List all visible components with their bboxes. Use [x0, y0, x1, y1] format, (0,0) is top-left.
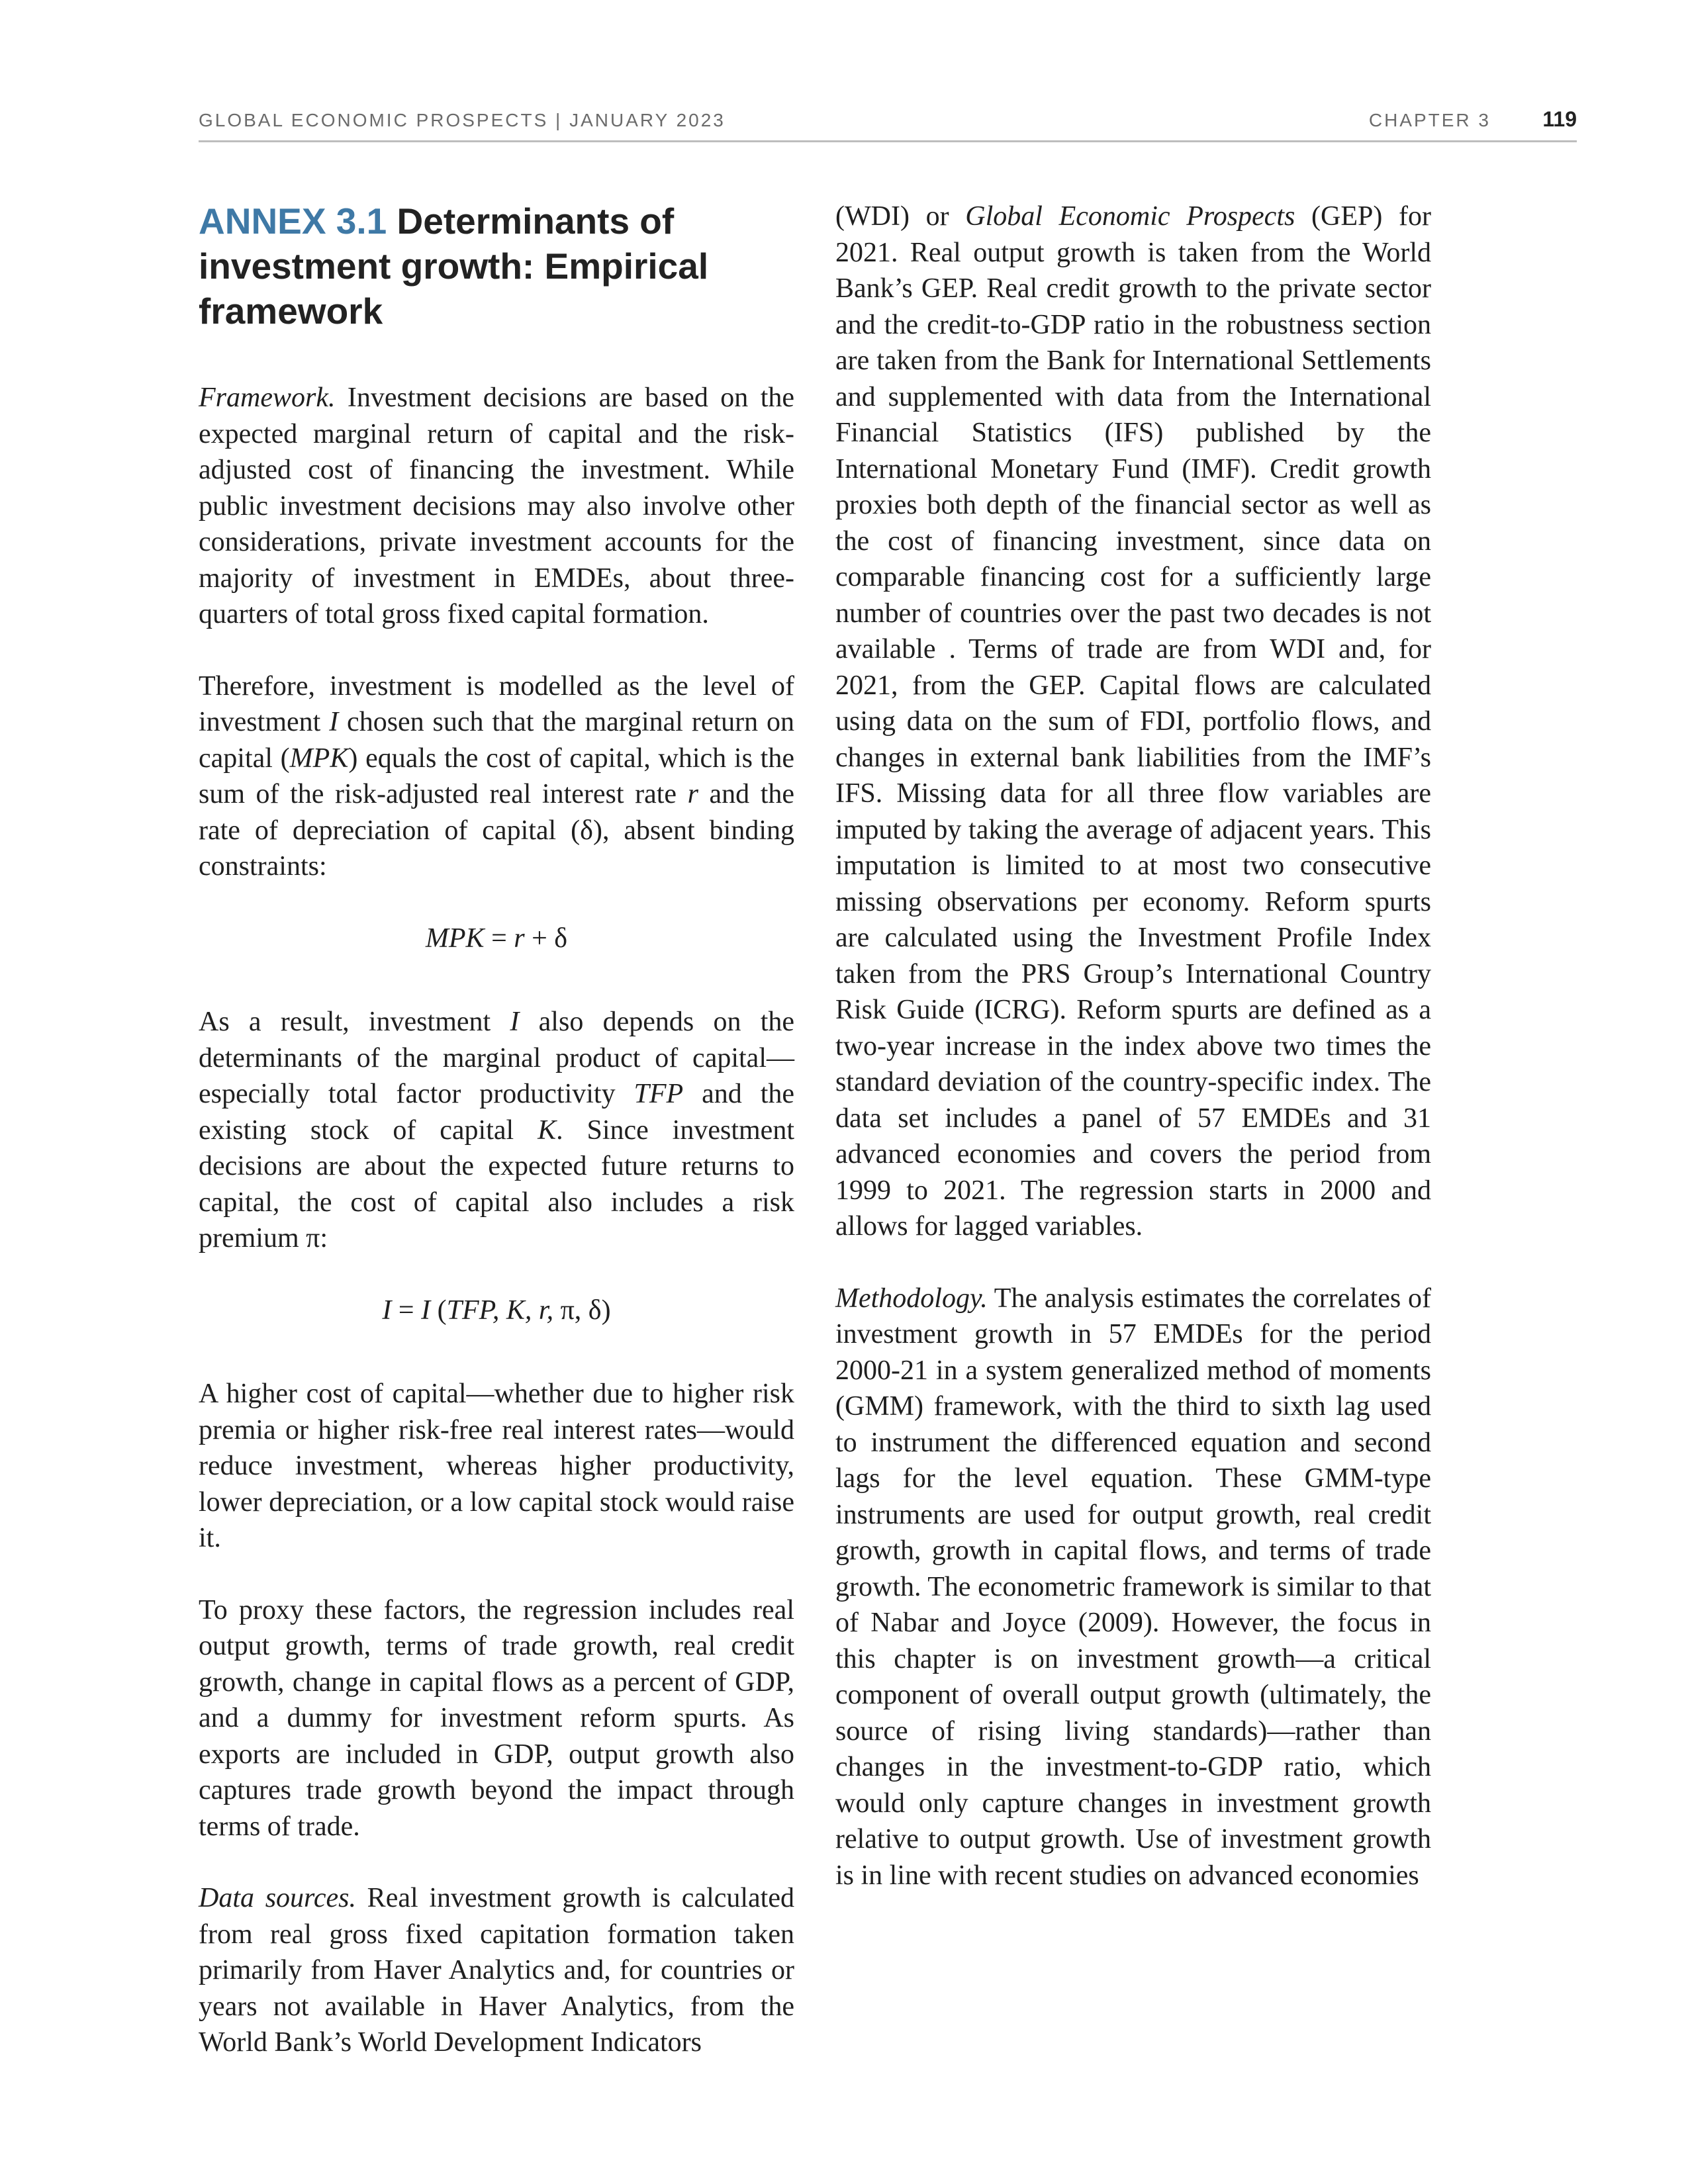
annex-title — [199, 199, 794, 334]
run-in-heading: Data sources. — [199, 1883, 356, 1913]
paragraph-data-sources: Data sources. Real investment growth is calculated from real gross fixed capitation formation taken primarily from Haver Analytics and, for countries or years not available in Haver Analytics, from the World Bank’s World Development Indicators — [199, 1883, 794, 2058]
paragraph-cost-of-capital: A higher cost of capital—whether due to higher risk premia or higher risk-free real interest rates—would reduce investment, whereas higher productivity, lower depreciation, or a low capital stock would raise it. — [199, 1379, 794, 1553]
run-in-heading: Framework. — [199, 383, 336, 413]
paragraph-proxies: To proxy these factors, the regression includes real output growth, terms of trade growth, real credit growth, change in capital flows as a percent of GDP, and a dummy for investment reform spurts. As exports are included in GDP, output growth also captures trade growth beyond the impact through terms of trade. — [199, 1594, 794, 1842]
paragraph-model: Therefore, investment is modelled as the level of investment I chosen such that the marginal return on capital (MPK) equals the cost of capital, which is the sum of the risk-adjusted real interest rate r and the rate of depreciation of capital (δ), absent binding constraints: — [199, 670, 794, 882]
left-column — [199, 199, 794, 2097]
paragraph-determinants: As a result, investment I also depends on the determinants of the marginal product of capital—especially total factor productivity TFP and the existing stock of capital K. Since investment decisions are about the expected future returns to capital, the cost of capital also includes a risk premium π: — [199, 1007, 794, 1253]
annex-number: ANNEX 3.1 — [199, 201, 387, 242]
chapter-label: CHAPTER 3 — [1368, 110, 1491, 130]
right-column — [835, 199, 1431, 1929]
page-number: 119 — [1542, 107, 1577, 131]
running-header — [199, 106, 1577, 142]
paragraph-data-sources-continued: (WDI) or Global Economic Prospects (GEP) for 2021. Real output growth is taken from the World Bank’s GEP. Real credit growth to the private sector and the credit-to-GDP ratio in the robustness section are taken from the Bank for International Settlements and supplemented with data from the International Financial Statistics (IFS) published by the International Monetary Fund (IMF). Credit growth proxies both depth of the financial sector as well as the cost of financing investment, since data on comparable financing cost for a sufficiently large number of countries over the past two decades is not available . Terms of trade are from WDI and, for 2021, from the GEP. Capital flows are calculated using data on the sum of FDI, portfolio flows, and changes in external bank liabilities from the IMF’s IFS. Missing data for all three flow variables are imputed by taking the average of adjacent years. This imputation is limited to at most two consecutive missing observations per economy. Reform spurts are calculated using the Investment Profile Index taken from the PRS Group’s International Country Risk Guide (ICRG). Reform spurts are defined as a two-year increase in the index above two times the standard deviation of the country-specific index. The data set includes a panel of 57 EMDEs and 31 advanced economies and covers the period from 1999 to 2021. The regression starts in 2000 and allows for lagged variables. — [835, 201, 1431, 1242]
paragraph-framework: Framework. Investment decisions are based on the expected marginal return of capital and the risk-adjusted cost of financing the investment. While public investment decisions may also involve other considerations, private investment accounts for the majority of investment in EMDEs, about three-quarters of total gross fixed capital formation. — [199, 383, 794, 629]
publication-title: GLOBAL ECONOMIC PROSPECTS | JANUARY 2023 — [199, 110, 726, 130]
equation-mpk: MPK = r + δ — [425, 923, 568, 954]
equation-investment: I = I (TFP, K, r, π, δ) — [382, 1295, 611, 1326]
paragraph-methodology: Methodology. The analysis estimates the correlates of investment growth in 57 EMDEs for the period 2000-21 in a system generalized method of moments (GMM) framework, with the third to sixth lag used to instrument the differenced equation and second lags for the level equation. These GMM-type instruments are used for output growth, real credit growth, growth in capital flows, and terms of trade growth. The econometric framework is similar to that of Nabar and Joyce (2009). However, the focus in this chapter is on investment growth—a critical component of overall output growth (ultimately, the source of rising living standards)—rather than changes in the investment-to-GDP ratio, which would only capture changes in investment growth relative to output growth. Use of investment growth is in line with recent studies on advanced economies — [835, 1283, 1431, 1891]
run-in-heading: Methodology. — [835, 1283, 988, 1314]
annex-heading: Determinants of investment growth: Empirical framework — [199, 201, 709, 332]
